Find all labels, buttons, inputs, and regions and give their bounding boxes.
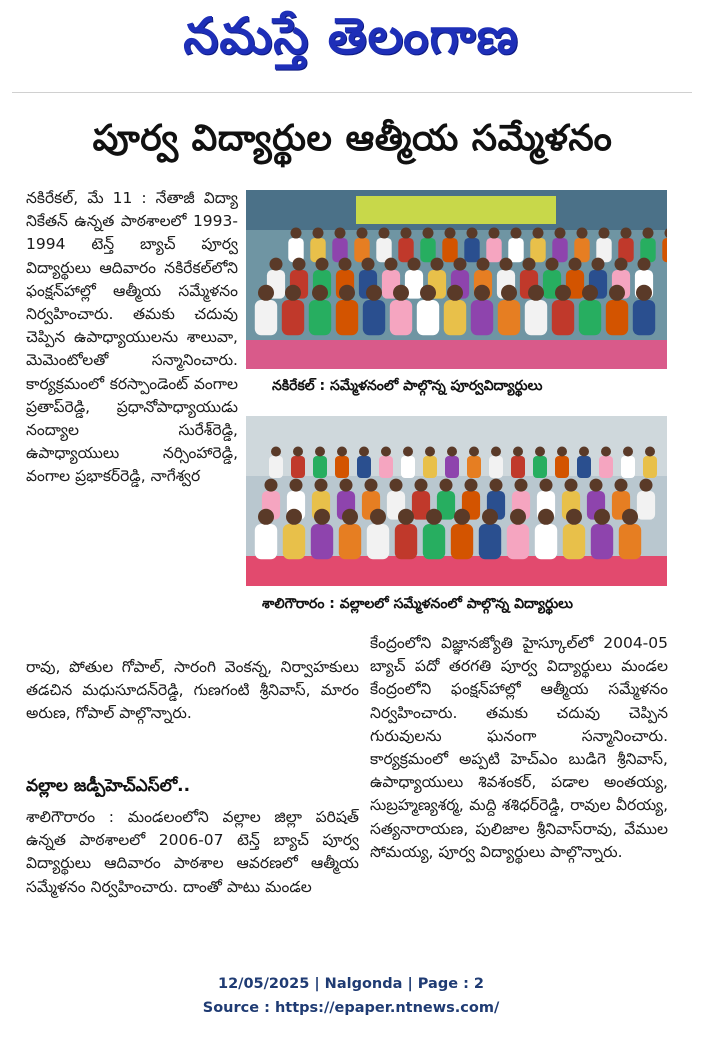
masthead-title: నమస్తే తెలంగాణ (183, 7, 519, 65)
page-footer (0, 972, 702, 1020)
photo-shaligouraram-alumni (246, 416, 667, 586)
newspaper-masthead (0, 0, 702, 85)
photo1-caption: నకిరేకల్ : సమ్మేళనంలో పాల్గొన్న పూర్వవిద్యార్థులు (272, 378, 543, 394)
photo2-caption: శాలిగౌరారం : వల్లాలలో సమ్మేళనంలో పాల్గొన్న విద్యార్థులు (262, 596, 573, 612)
article-intro-continued: రావు, పోతుల గోపాల్, సారంగి వెంకన్న, నిర్వాహకులు తడచిన మధుసూదన్‌రెడ్డి, గుణగంటి శ్రీనివాస్, మారం అరుణ, గోపాల్ పాల్గొన్నారు. (26, 658, 359, 723)
photo-nakrekal-alumni (246, 190, 667, 369)
group-photo-image (246, 190, 667, 369)
article-right-column: కేంద్రంలోని విజ్ఞానజ్యోతి హైస్కూల్‌లో 2004-05 బ్యాచ్ పదో తరగతి పూర్వ విద్యార్థులు మండల కేంద్రంలోని ఫంక్షన్‌హాల్లో ఆత్మీయ సమ్మేళనం నిర్వహించారు. తమకు చదువు చెప్పిన గురువులను ఘనంగా సన్మానించారు. కార్యక్రమంలో అప్పటి హెచ్‌ఎం బుడిగె శ్రీనివాస్, ఉపాధ్యాయులు శివశంకర్, పడాల అంతయ్య, సుబ్రహ్మణ్యశర్మ, మద్ది శశిధర్‌రెడ్డి, రావుల వీరయ్య, సత్యనారాయణ, పులిజాల శ్రీనివాస్‌రావు, వేముల సోమయ్య, పూర్వ విద్యార్థులు పాల్గొన్నారు. (370, 634, 668, 861)
article-sub-text: శాలిగౌరారం : మండలంలోని వల్లాల జిల్లా పరిషత్ ఉన్నత పాఠశాలలో 2006-07 టెన్త్ బ్యాచ్ పూర్వ విద్యార్థులు ఆదివారం పాఠశాల ఆవరణలో ఆత్మీయ సమ్మేళనం నిర్వహించారు. దాంతో పాటు మండల (26, 808, 359, 896)
footer-date-edition: 12/05/2025 | Nalgonda | Page : 2 (217, 976, 485, 992)
article-intro-column: నకిరేకల్, మే 11 : నేతాజీ విద్యా నికేతన్ ఉన్నత పాఠశాలలో 1993-1994 టెన్త్ బ్యాచ్ పూర్వ విద్యార్థులు ఆదివారం నకిరేకల్‌లోని ఫంక్షన్‌హాల్లో ఆత్మీయ సమ్మేళనం నిర్వహించారు. తమకు చదువు చెప్పిన ఉపాధ్యాయులను శాలువా, మెమెంటోలతో సన్మానించారు. కార్యక్రమంలో కరస్పాండెంట్ వంగాల ప్రతాప్‌రెడ్డి, ప్రధానోపాధ్యాయుడు నంద్యాల సురేశ్‌రెడ్డి, ఉపాధ్యాయులు నర్సింహారెడ్డి, వంగాల ప్రభాకర్‌రెడ్డి, నాగేశ్వర (26, 189, 238, 486)
article-subhead: వల్లాల జడ్పీహెచ్‌ఎస్‌లో.. (26, 776, 191, 796)
footer-source: Source : https://epaper.ntnews.com/ (202, 1000, 500, 1016)
article-headline (20, 112, 685, 174)
group-photo-image-2 (246, 416, 667, 586)
headline-text: పూర్వ విద్యార్థుల ఆత్మీయ సమ్మేళనం (92, 118, 613, 159)
